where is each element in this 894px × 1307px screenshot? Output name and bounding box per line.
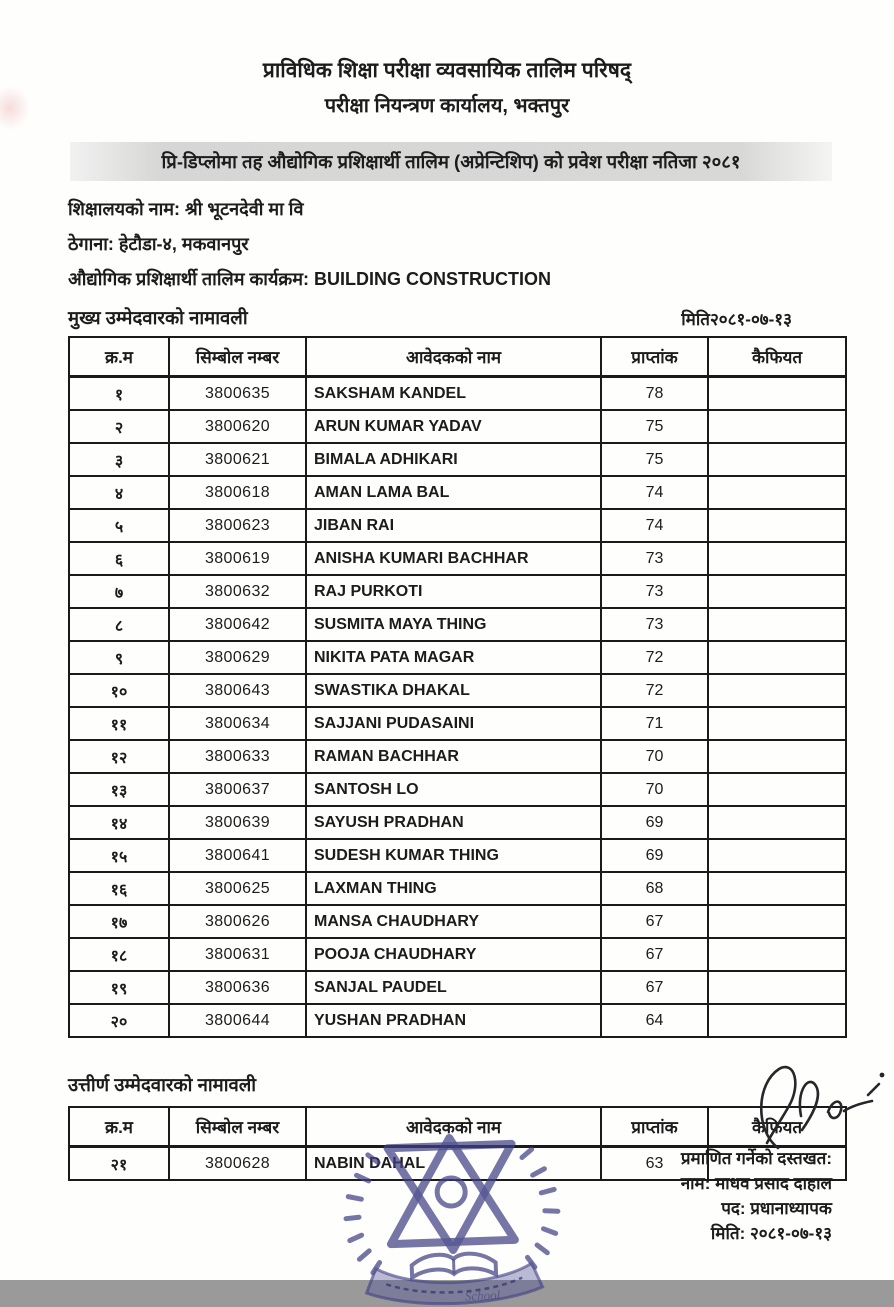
col-symbol: सिम्बोल नम्बर bbox=[169, 1107, 306, 1147]
remarks-cell bbox=[708, 377, 846, 411]
info-block bbox=[68, 197, 894, 291]
symbol-number-cell: 3800635 bbox=[169, 377, 306, 411]
applicant-name-cell: NABIN DAHAL bbox=[306, 1147, 601, 1181]
applicant-name-cell: ARUN KUMAR YADAV bbox=[306, 410, 601, 443]
symbol-number-cell: 3800619 bbox=[169, 542, 306, 575]
document-header bbox=[0, 0, 894, 118]
symbol-number-cell: 3800642 bbox=[169, 608, 306, 641]
certification-block bbox=[681, 1146, 832, 1246]
col-name: आवेदकको नाम bbox=[306, 1107, 601, 1147]
table-row bbox=[69, 938, 846, 971]
table-row bbox=[69, 839, 846, 872]
serial-number-cell: ६ bbox=[69, 542, 169, 575]
council-name: प्राविधिक शिक्षा परीक्षा व्यवसायिक तालिम परिषद् bbox=[262, 59, 632, 82]
remarks-cell bbox=[708, 443, 846, 476]
serial-number-cell: १६ bbox=[69, 872, 169, 905]
remarks-cell bbox=[708, 575, 846, 608]
marks-cell: 71 bbox=[601, 707, 708, 740]
remarks-cell bbox=[708, 1004, 846, 1037]
program-line: औद्योगिक प्रशिक्षार्थी तालिम कार्यक्रम: BUILDING CONSTRUCTION bbox=[68, 269, 551, 289]
serial-number-cell: १५ bbox=[69, 839, 169, 872]
marks-cell: 64 bbox=[601, 1004, 708, 1037]
serial-number-cell: १३ bbox=[69, 773, 169, 806]
marks-cell: 69 bbox=[601, 839, 708, 872]
applicant-name-cell: JIBAN RAI bbox=[306, 509, 601, 542]
table-row bbox=[69, 641, 846, 674]
col-remarks: कैफियत bbox=[708, 337, 846, 377]
handwritten-signature bbox=[748, 1058, 888, 1156]
certify-post: पद: प्रधानाध्यापक bbox=[721, 1199, 832, 1218]
remarks-cell bbox=[708, 839, 846, 872]
address-line: ठेगाना: हेटौडा-४, मकवानपुर bbox=[68, 234, 249, 254]
symbol-number-cell: 3800631 bbox=[169, 938, 306, 971]
remarks-cell bbox=[708, 740, 846, 773]
document-title: प्रि-डिप्लोमा तह औद्योगिक प्रशिक्षार्थी तालिम (अप्रेन्टिशिप) को प्रवेश परीक्षा नतिजा २०८१ bbox=[70, 142, 832, 181]
school-seal-stamp bbox=[319, 1126, 585, 1307]
remarks-cell bbox=[708, 674, 846, 707]
serial-number-cell: १९ bbox=[69, 971, 169, 1004]
symbol-number-cell: 3800620 bbox=[169, 410, 306, 443]
applicant-name-cell: MANSA CHAUDHARY bbox=[306, 905, 601, 938]
certify-name: नाम: माधव प्रसाद दाहाल bbox=[680, 1174, 832, 1193]
symbol-number-cell: 3800641 bbox=[169, 839, 306, 872]
marks-cell: 68 bbox=[601, 872, 708, 905]
marks-cell: 78 bbox=[601, 377, 708, 411]
school-name-line: शिक्षालयको नाम: श्री भूटनदेवी मा वि bbox=[68, 199, 304, 219]
table-row bbox=[69, 608, 846, 641]
table-row bbox=[69, 575, 846, 608]
table-row bbox=[69, 410, 846, 443]
marks-cell: 74 bbox=[601, 509, 708, 542]
table-row bbox=[69, 476, 846, 509]
serial-number-cell: १४ bbox=[69, 806, 169, 839]
applicant-name-cell: NIKITA PATA MAGAR bbox=[306, 641, 601, 674]
main-list-heading: मुख्य उम्मेदवारको नामावली bbox=[68, 307, 248, 328]
remarks-cell bbox=[708, 509, 846, 542]
marks-cell: 72 bbox=[601, 674, 708, 707]
marks-cell: 75 bbox=[601, 443, 708, 476]
table-row bbox=[69, 542, 846, 575]
col-marks: प्राप्तांक bbox=[601, 337, 708, 377]
table-header-row bbox=[69, 337, 846, 377]
result-date: मिति२०८१-०७-१३ bbox=[681, 310, 792, 329]
marks-cell: 70 bbox=[601, 773, 708, 806]
applicant-name-cell: ANISHA KUMARI BACHHAR bbox=[306, 542, 601, 575]
marks-cell: 69 bbox=[601, 806, 708, 839]
marks-cell: 70 bbox=[601, 740, 708, 773]
serial-number-cell: १८ bbox=[69, 938, 169, 971]
applicant-name-cell: SUDESH KUMAR THING bbox=[306, 839, 601, 872]
symbol-number-cell: 3800618 bbox=[169, 476, 306, 509]
marks-cell: 74 bbox=[601, 476, 708, 509]
symbol-number-cell: 3800623 bbox=[169, 509, 306, 542]
symbol-number-cell: 3800626 bbox=[169, 905, 306, 938]
main-results-table bbox=[68, 336, 847, 1038]
serial-number-cell: २ bbox=[69, 410, 169, 443]
applicant-name-cell: AMAN LAMA BAL bbox=[306, 476, 601, 509]
symbol-number-cell: 3800639 bbox=[169, 806, 306, 839]
remarks-cell bbox=[708, 410, 846, 443]
remarks-cell bbox=[708, 608, 846, 641]
serial-number-cell: १७ bbox=[69, 905, 169, 938]
marks-cell: 67 bbox=[601, 938, 708, 971]
serial-number-cell: २० bbox=[69, 1004, 169, 1037]
symbol-number-cell: 3800628 bbox=[169, 1147, 306, 1181]
remarks-cell bbox=[708, 707, 846, 740]
remarks-cell bbox=[708, 872, 846, 905]
col-remarks: कैफियत bbox=[708, 1107, 846, 1147]
symbol-number-cell: 3800633 bbox=[169, 740, 306, 773]
col-symbol: सिम्बोल नम्बर bbox=[169, 337, 306, 377]
marks-cell: 73 bbox=[601, 575, 708, 608]
marks-cell: 63 bbox=[601, 1147, 708, 1181]
symbol-number-cell: 3800643 bbox=[169, 674, 306, 707]
table-row bbox=[69, 674, 846, 707]
symbol-number-cell: 3800632 bbox=[169, 575, 306, 608]
certify-signature-label: प्रमाणित गर्नेको दस्तखत: bbox=[680, 1149, 832, 1168]
applicant-name-cell: RAJ PURKOTI bbox=[306, 575, 601, 608]
marks-cell: 73 bbox=[601, 608, 708, 641]
remarks-cell bbox=[708, 542, 846, 575]
remarks-cell bbox=[708, 905, 846, 938]
marks-cell: 67 bbox=[601, 971, 708, 1004]
applicant-name-cell: SAKSHAM KANDEL bbox=[306, 377, 601, 411]
table-row bbox=[69, 509, 846, 542]
table-row bbox=[69, 971, 846, 1004]
remarks-cell bbox=[708, 641, 846, 674]
table-row bbox=[69, 1004, 846, 1037]
symbol-number-cell: 3800629 bbox=[169, 641, 306, 674]
applicant-name-cell: RAMAN BACHHAR bbox=[306, 740, 601, 773]
marks-cell: 75 bbox=[601, 410, 708, 443]
symbol-number-cell: 3800636 bbox=[169, 971, 306, 1004]
serial-number-cell: ७ bbox=[69, 575, 169, 608]
marks-cell: 72 bbox=[601, 641, 708, 674]
marks-cell: 67 bbox=[601, 905, 708, 938]
applicant-name-cell: SANJAL PAUDEL bbox=[306, 971, 601, 1004]
remarks-cell bbox=[708, 938, 846, 971]
symbol-number-cell: 3800637 bbox=[169, 773, 306, 806]
applicant-name-cell: POOJA CHAUDHARY bbox=[306, 938, 601, 971]
serial-number-cell: ११ bbox=[69, 707, 169, 740]
symbol-number-cell: 3800625 bbox=[169, 872, 306, 905]
table-row bbox=[69, 377, 846, 411]
serial-number-cell: ३ bbox=[69, 443, 169, 476]
marks-cell: 73 bbox=[601, 542, 708, 575]
serial-number-cell: १२ bbox=[69, 740, 169, 773]
symbol-number-cell: 3800644 bbox=[169, 1004, 306, 1037]
applicant-name-cell: LAXMAN THING bbox=[306, 872, 601, 905]
scan-smudge bbox=[0, 86, 30, 130]
table-row bbox=[69, 443, 846, 476]
serial-number-cell: १ bbox=[69, 377, 169, 411]
certify-date: मिति: २०८१-०७-१३ bbox=[710, 1224, 832, 1243]
table-row bbox=[69, 740, 846, 773]
remarks-cell bbox=[708, 971, 846, 1004]
applicant-name-cell: SAYUSH PRADHAN bbox=[306, 806, 601, 839]
symbol-number-cell: 3800621 bbox=[169, 443, 306, 476]
applicant-name-cell: SWASTIKA DHAKAL bbox=[306, 674, 601, 707]
serial-number-cell: ९ bbox=[69, 641, 169, 674]
table-row bbox=[69, 806, 846, 839]
table-row bbox=[69, 905, 846, 938]
applicant-name-cell: YUSHAN PRADHAN bbox=[306, 1004, 601, 1037]
col-serial: क्र.म bbox=[69, 1107, 169, 1147]
passed-list-heading: उत्तीर्ण उम्मेदवारको नामावली bbox=[68, 1074, 257, 1095]
applicant-name-cell: SANTOSH LO bbox=[306, 773, 601, 806]
table-row bbox=[69, 773, 846, 806]
remarks-cell bbox=[708, 773, 846, 806]
table-row bbox=[69, 707, 846, 740]
applicant-name-cell: SAJJANI PUDASAINI bbox=[306, 707, 601, 740]
remarks-cell bbox=[708, 476, 846, 509]
table-row bbox=[69, 872, 846, 905]
serial-number-cell: २१ bbox=[69, 1147, 169, 1181]
applicant-name-cell: SUSMITA MAYA THING bbox=[306, 608, 601, 641]
serial-number-cell: ४ bbox=[69, 476, 169, 509]
applicant-name-cell: BIMALA ADHIKARI bbox=[306, 443, 601, 476]
col-serial: क्र.म bbox=[69, 337, 169, 377]
col-marks: प्राप्तांक bbox=[601, 1107, 708, 1147]
serial-number-cell: ८ bbox=[69, 608, 169, 641]
office-name: परीक्षा नियन्त्रण कार्यालय, भक्तपुर bbox=[324, 95, 570, 117]
remarks-cell bbox=[708, 806, 846, 839]
main-section-row bbox=[68, 305, 844, 330]
serial-number-cell: ५ bbox=[69, 509, 169, 542]
col-name: आवेदकको नाम bbox=[306, 337, 601, 377]
seal-caption: School bbox=[464, 1287, 501, 1304]
symbol-number-cell: 3800634 bbox=[169, 707, 306, 740]
serial-number-cell: १० bbox=[69, 674, 169, 707]
